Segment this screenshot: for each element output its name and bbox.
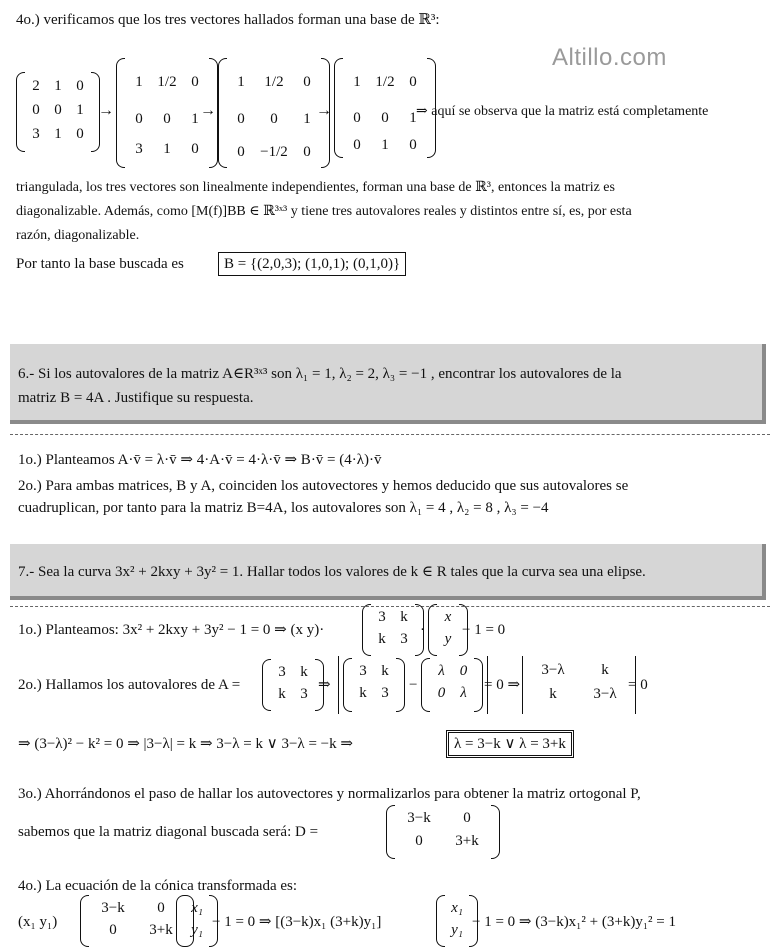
m2-cell: 0: [135, 110, 143, 127]
arrow-3: →: [316, 102, 332, 119]
m4-cell: 0: [353, 136, 361, 153]
vx1y1-cell: x₁: [451, 899, 463, 916]
m2-cell: 0: [163, 110, 171, 127]
vx1y1-cell: y₁: [191, 921, 203, 938]
p7-step1-prefix: 1o.) Planteamos: 3x² + 2kxy + 3y² − 1 = 0 ⇒ (x y)·: [18, 622, 325, 638]
m3-cell: 1: [303, 110, 311, 127]
p7-step2-prefix: 2o.) Hallamos los autovalores de A =: [18, 677, 241, 693]
lamI-cell: λ: [460, 684, 467, 701]
separator-6: [10, 434, 770, 435]
det-cell: k: [601, 661, 609, 678]
base-label: Por tanto la base buscada es: [16, 256, 184, 272]
problem6-statement-2: matriz B = 4A . Justifique su respuesta.: [18, 390, 254, 406]
vxy-cell: y: [444, 630, 452, 647]
m2-cell: 0: [191, 73, 199, 90]
mA-cell: 3: [381, 684, 389, 701]
problem6-banner: [10, 344, 766, 424]
mD-cell: 0: [415, 833, 423, 849]
mA-cell: k: [278, 685, 286, 702]
mA-cell: k: [300, 663, 308, 680]
lamI-cell: 0: [459, 662, 468, 679]
vx1y1-cell: x₁: [191, 899, 203, 916]
m1-cell: 1: [54, 77, 62, 94]
matrix-A: [362, 604, 424, 656]
p7-step4-line1: 4o.) La ecuación de la cónica transformada es:: [18, 878, 298, 894]
problem6-step2-line2: cuadruplican, por tanto para la matriz B=4A, los autovalores son λ₁ = 4 , λ₂ = 8 , λ₃ = −4: [18, 500, 549, 516]
m4-cell: 0: [381, 109, 389, 126]
problem6-step1: 1o.) Planteamos A·v̄ = λ·v̄ ⇒ 4·A·v̄ = 4·λ·v̄ ⇒ B·v̄ = (4·λ)·v̄: [18, 452, 382, 468]
watermark-logo: Altillo.com: [552, 44, 667, 71]
lamI-cell: 0: [437, 684, 446, 701]
m2-cell: 1: [163, 140, 171, 157]
matrix-D: [386, 805, 500, 859]
m2-cell: 1: [135, 73, 143, 90]
m3-cell: 1/2: [264, 73, 284, 90]
implies: ⇒: [318, 677, 331, 693]
p7-step2-line2: ⇒ (3−λ)² − k² = 0 ⇒ |3−λ| = k ⇒ 3−λ = k ∨ 3−λ = −k ⇒: [18, 736, 353, 752]
m4-cell: 1/2: [375, 73, 395, 90]
m3-cell: 0: [270, 110, 278, 127]
mA-cell: 3: [400, 630, 408, 647]
det-cell: 3−λ: [593, 685, 617, 702]
p7-step3-line1: 3o.) Ahorrándonos el paso de hallar los autovectores y normalizarlos para obtener la matriz ortogonal P,: [18, 786, 641, 802]
problem7-statement: 7.- Sea la curva 3x² + 2kxy + 3y² = 1. Hallar todos los valores de k ∈ R tales que la curva sea una elipse.: [18, 564, 646, 580]
conclusion-line-4: razón, diagonalizable.: [16, 228, 140, 243]
mD-cell: 3−k: [407, 810, 431, 826]
m1-cell: 3: [32, 125, 40, 142]
mA-cell: 3: [359, 662, 367, 679]
m2-cell: 1/2: [157, 73, 177, 90]
m1-cell: 2: [32, 77, 40, 94]
det-cell: k: [549, 685, 557, 702]
matrix-3: [218, 58, 330, 168]
p7-step4-mid: − 1 = 0 ⇒ [(3−k)x₁ (3+k)y₁]: [212, 914, 382, 930]
m4-cell: 0: [409, 73, 417, 90]
m3-cell: 1: [237, 73, 245, 90]
m2-cell: 1: [191, 110, 199, 127]
m1-cell: 0: [54, 101, 62, 118]
m2-cell: 3: [135, 140, 143, 157]
mA-cell: 3: [300, 685, 308, 702]
mA-cell: k: [381, 662, 389, 679]
m1-cell: 0: [76, 125, 84, 142]
det-cell: 3−λ: [541, 661, 565, 678]
m3-cell: 0: [303, 143, 311, 160]
mD-cell: 0: [157, 899, 165, 916]
eq-zero-implies: = 0 ⇒: [484, 677, 521, 693]
arrow-1: →: [98, 102, 114, 119]
m4-cell: 0: [353, 109, 361, 126]
mD-cell: 3+k: [149, 921, 173, 938]
vxy-cell: x: [444, 608, 452, 625]
minus: −: [409, 677, 418, 693]
mD-cell: 0: [463, 810, 471, 826]
m2-cell: 0: [191, 140, 199, 157]
m3-cell: −1/2: [260, 143, 288, 160]
mA-cell: k: [400, 608, 408, 625]
conclusion-line-2: triangulada, los tres vectores son linealmente independientes, forman una base de ℝ³, entonces la matriz es: [16, 180, 615, 195]
conclusion-line-1: ⇒ aquí se observa que la matriz está completamente: [416, 104, 709, 119]
m3-cell: 0: [237, 143, 245, 160]
m4-cell: 1: [381, 136, 389, 153]
m4-cell: 1: [353, 73, 361, 90]
matrix-1: [16, 72, 100, 152]
arrow-2: →: [200, 102, 216, 119]
m1-cell: 0: [76, 77, 84, 94]
mA-cell: k: [378, 630, 386, 647]
m1-cell: 0: [32, 101, 40, 118]
m1-cell: 1: [54, 125, 62, 142]
section4-intro: 4o.) verificamos que los tres vectores hallados forman una base de ℝ³:: [16, 12, 440, 28]
p7-step4-end: − 1 = 0 ⇒ (3−k)x₁² + (3+k)y₁² = 1: [472, 914, 677, 930]
p7-step1-suffix: − 1 = 0: [462, 622, 506, 638]
m1-cell: 1: [76, 101, 84, 118]
mD-cell: 3+k: [455, 833, 479, 849]
dot: ·: [420, 622, 425, 638]
m4-cell: 1: [409, 109, 417, 126]
problem6-statement-1: 6.- Si los autovalores de la matriz A∈R³ˣ³ son λ₁ = 1, λ₂ = 2, λ₃ = −1 , encontrar los autovalores de la: [18, 366, 622, 382]
base-result-box: B = {(2,0,3); (1,0,1); (0,1,0)}: [218, 252, 406, 276]
mA-cell: 3: [278, 663, 286, 680]
matrix-A-2: [262, 659, 324, 711]
m3-cell: 0: [237, 110, 245, 127]
conclusion-line-3: diagonalizable. Además, como [M(f)]BB ∈ ℝ³ˣ³ y tiene tres autovalores reales y distintos entre sí, es, por esta: [16, 204, 632, 219]
mD-cell: 3−k: [101, 899, 125, 916]
p7-step3-line2: sabemos que la matriz diagonal buscada será: D =: [18, 824, 319, 840]
eq-zero: = 0: [628, 677, 648, 693]
lamI-cell: λ: [438, 662, 445, 679]
p7-step4-row-vector: (x₁ y₁): [18, 914, 58, 930]
determinant-2: [522, 656, 636, 714]
problem6-step2-line1: 2o.) Para ambas matrices, B y A, coinciden los autovectores y hemos deducido que sus autovalores se: [18, 478, 629, 494]
determinant-1: [338, 656, 488, 714]
mA-cell: k: [359, 684, 367, 701]
m3-cell: 0: [303, 73, 311, 90]
p7-step2-result-box: λ = 3−k ∨ λ = 3+k: [448, 732, 572, 756]
mD-cell: 0: [109, 921, 117, 938]
m4-cell: 0: [409, 136, 417, 153]
mA-cell: 3: [378, 608, 386, 625]
vx1y1-cell: y₁: [451, 921, 463, 938]
